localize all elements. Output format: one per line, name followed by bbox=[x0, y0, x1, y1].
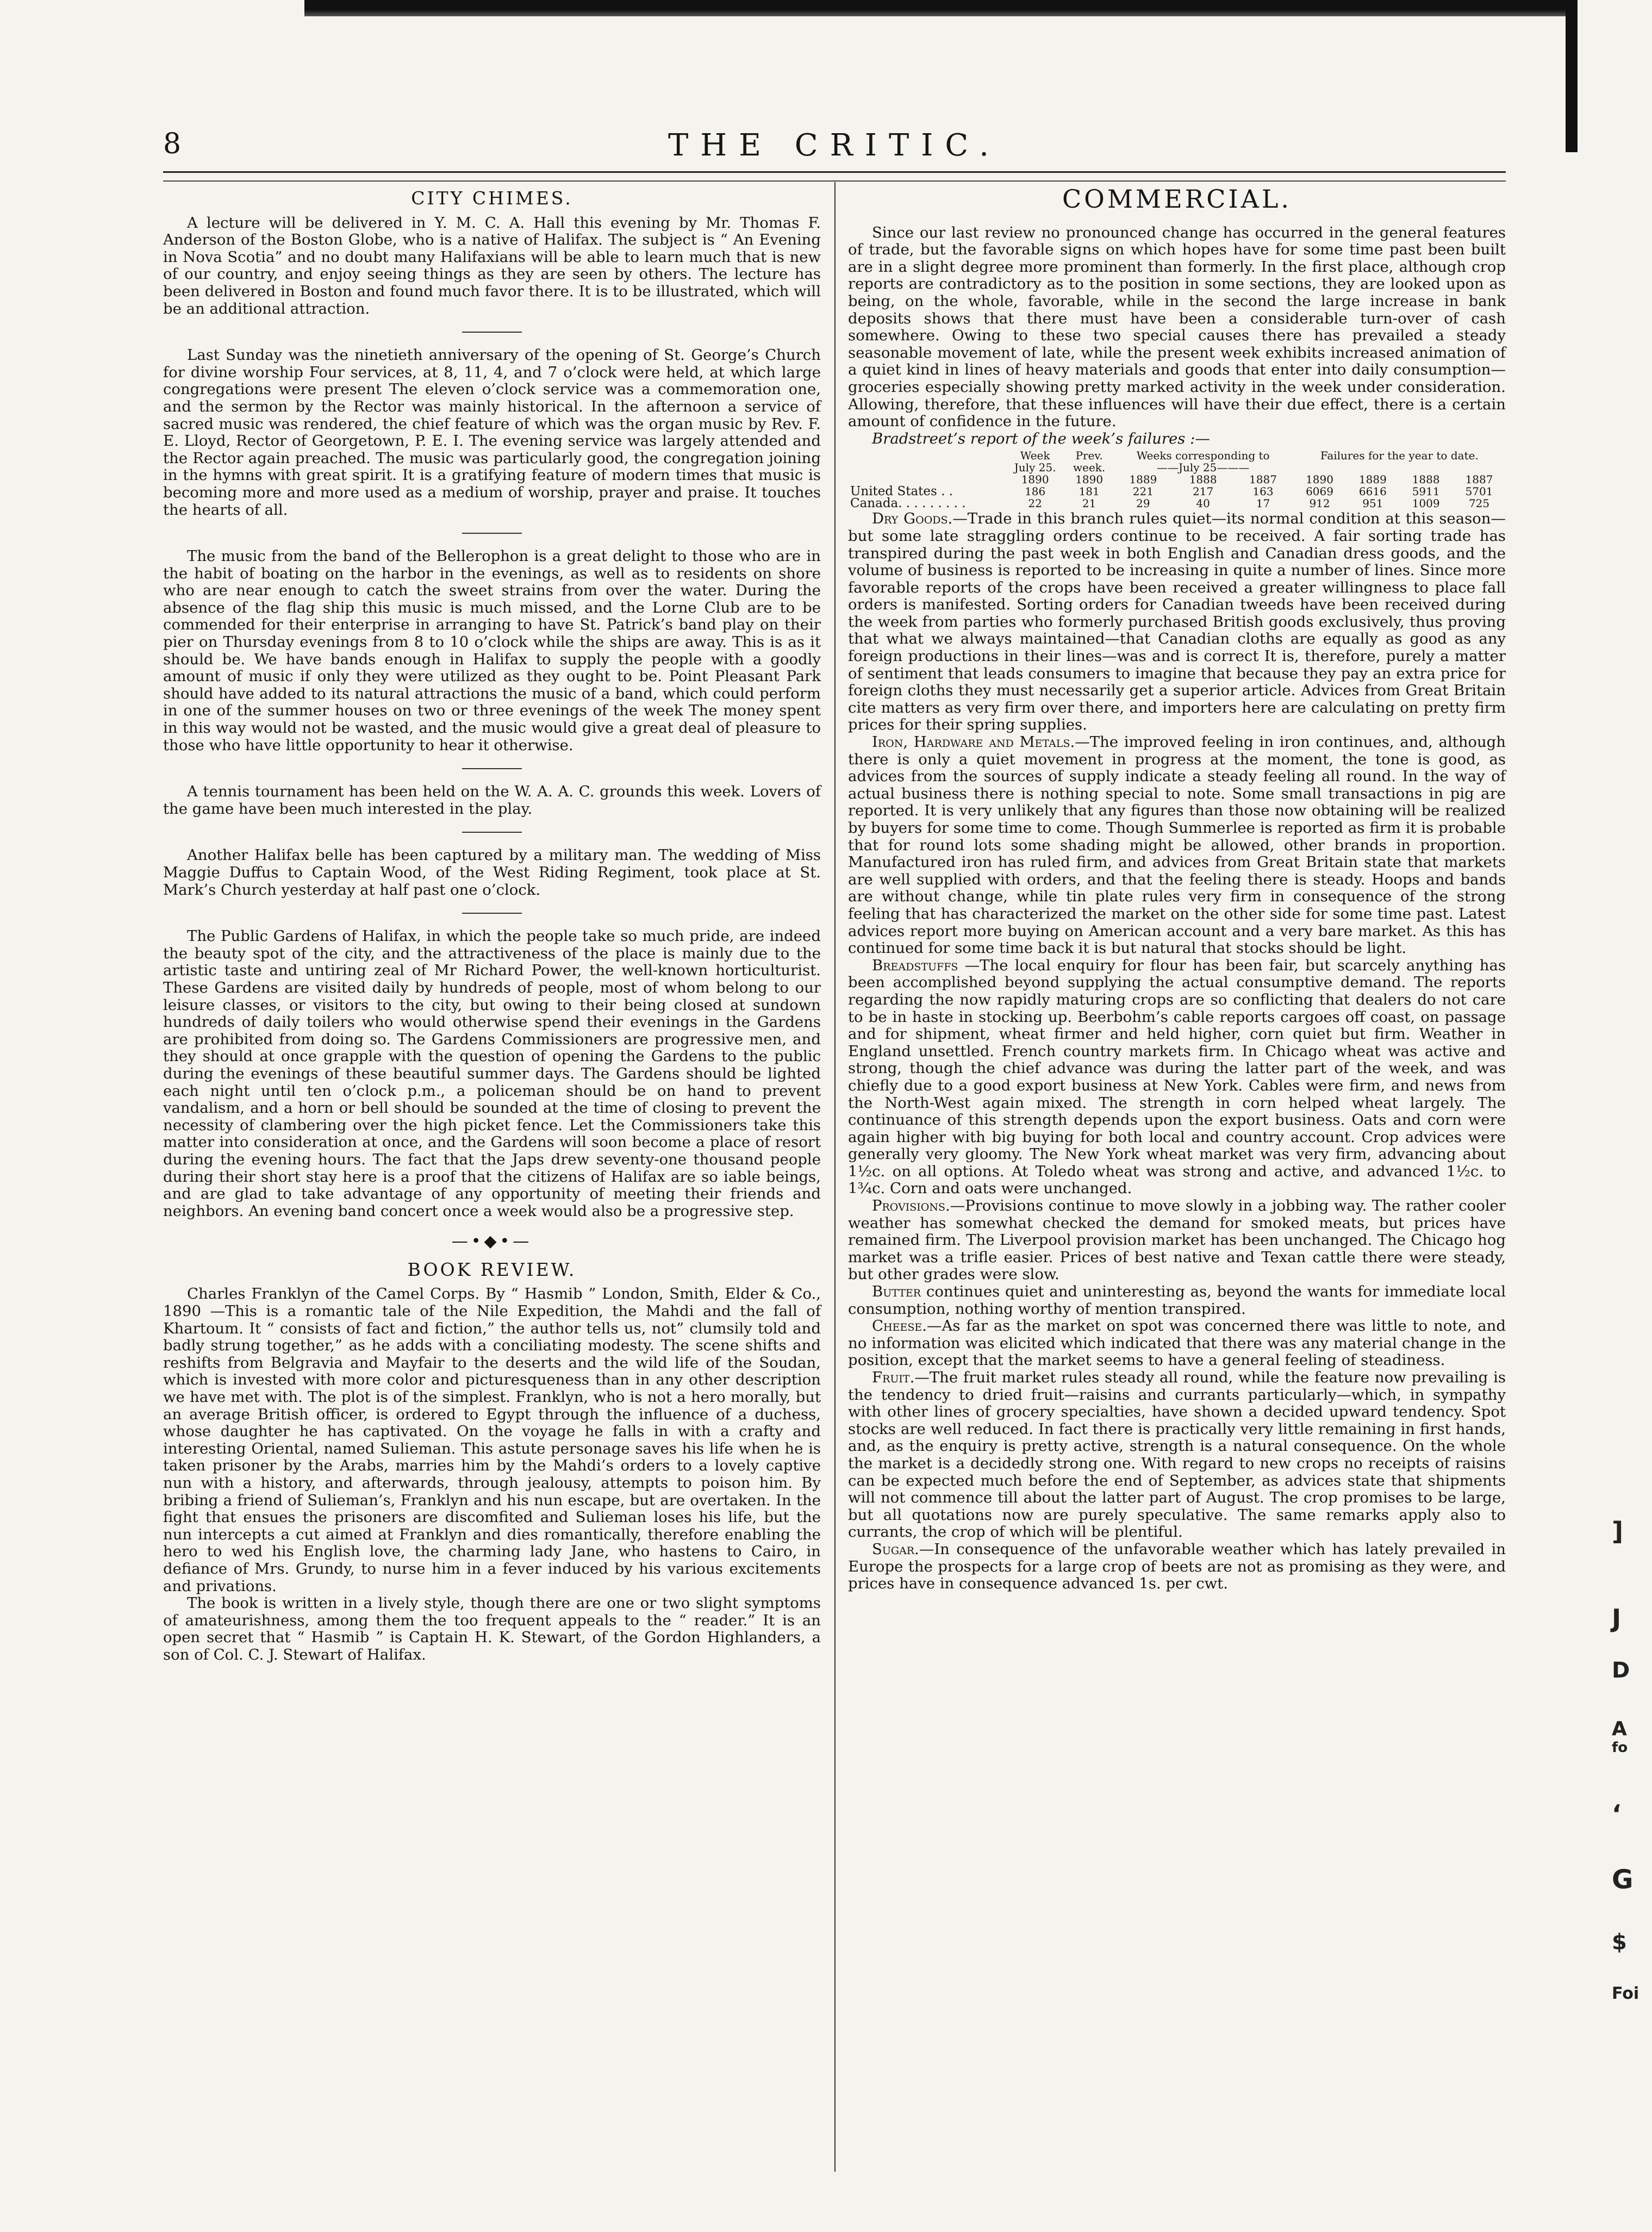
provisions-paragraph bbox=[848, 1198, 1506, 1283]
table-cell: 163 bbox=[1252, 485, 1274, 498]
table-header-cell: Week bbox=[1020, 449, 1050, 463]
city-chimes-paragraph-5: Another Halifax belle has been captured by a military man. The wedding of Miss Maggie Duffus to Captain Wood, of the West Riding Regiment, took place at St. Mark’s Church yesterday at half past one o’clock. bbox=[163, 846, 821, 899]
table-cell: 40 bbox=[1196, 497, 1210, 510]
table-year-cell: 1889 bbox=[1129, 473, 1157, 487]
cheese-text: —As far as the market on spot was concerned there was little to note, and no information was elicited which indicated that there was any material change in the position, except that the market seems to have a general feeling of steadiness. bbox=[848, 1317, 1506, 1369]
table-year-cell: 1889 bbox=[1358, 473, 1387, 487]
page-number: 8 bbox=[163, 128, 182, 160]
margin-bleed-fragments bbox=[1601, 1495, 1652, 2232]
table-cell: 6616 bbox=[1358, 485, 1387, 498]
provisions-text: —Provisions continue to move slowly in a jobbing way. The rather cooler weather has somewhat checked the demand for smoked meats, but prices have remained firm. The Liverpool provision market has been unchanged. The Chicago hog market was a trifle easier. Prices of best native and Texan cattle there were steady, but other grades were slow. bbox=[848, 1197, 1506, 1283]
section-separator bbox=[462, 768, 522, 769]
margin-fragment: A bbox=[1612, 1718, 1627, 1740]
sugar-text: —In consequence of the unfavorable weather which has lately prevailed in Europe the prospects for a large crop of beets are not as promising as they were, and prices have in consequence advanced 1s. per cwt. bbox=[848, 1540, 1506, 1593]
fruit-label: Fruit. bbox=[872, 1369, 915, 1386]
dry-goods-paragraph bbox=[848, 510, 1506, 734]
ornament-separator: —•◆•— bbox=[451, 1232, 533, 1251]
book-review-paragraph-2: The book is written in a lively style, though there are one or two slight symptoms of amateurishness, among them the too frequent appeals to the “ reader.” It is an open secret that “ Hasmib ” is Captain H. K. Stewart, of the Gordon Highlanders, a son of Col. C. J. Stewart of Halifax. bbox=[163, 1594, 821, 1663]
breadstuffs-paragraph bbox=[848, 957, 1506, 1198]
margin-fragment: J bbox=[1612, 1604, 1622, 1633]
top-edge-bar bbox=[304, 0, 1566, 16]
iron-label: Iron, Hardware and Metals. bbox=[872, 733, 1075, 751]
city-chimes-paragraph-4: A tennis tournament has been held on the W. A. A. C. grounds this week. Lovers of the game have been much interested in the play. bbox=[163, 783, 821, 818]
commercial-heading: COMMERCIAL. bbox=[1062, 184, 1292, 214]
table-year-cell: 1890 bbox=[1306, 473, 1333, 487]
table-cell: 6069 bbox=[1306, 485, 1333, 498]
margin-fragment: ‘ bbox=[1612, 1799, 1622, 1829]
table-row bbox=[848, 485, 1506, 497]
page-header bbox=[163, 128, 1506, 166]
table-year-cell: 1890 bbox=[1075, 473, 1104, 487]
table-row bbox=[848, 497, 1506, 509]
table-cell: 17 bbox=[1256, 497, 1270, 510]
dry-goods-text: —Trade in this branch rules quiet—its normal condition at this season—but some late straggling orders continue to be received. A fair sorting trade has transpired during the past week in both English and Canadian dress goods, and the volume of business is reported to be increasing in quite a number of lines. Since more favorable reports of the crops have been received a greater willingness to place fall orders is manifested. Sorting orders for Canadian tweeds have been received during the week from parties who formerly purchased British goods exclusively, thus proving that what we always maintained—that Canadian cloths are equally as good as any foreign productions in their lines—was and is correct It is, therefore, purely a matter of sentiment that leads consumers to imagine that because they pay an extra price for foreign cloths they must necessarily get a superior article. Advices from Great Britain cite matters as very firm over there, and importers here are calculating on pretty firm prices for their spring supplies. bbox=[848, 510, 1506, 734]
table-header-cell: Weeks corresponding to bbox=[1136, 449, 1270, 463]
table-years-row bbox=[848, 473, 1506, 485]
table-year-cell: 1890 bbox=[1021, 473, 1049, 487]
left-column bbox=[163, 188, 821, 1664]
table-year-cell: 1887 bbox=[1249, 473, 1277, 487]
table-cell: 22 bbox=[1028, 497, 1042, 510]
butter-label: Butter bbox=[872, 1283, 921, 1301]
table-header-row bbox=[848, 450, 1506, 462]
column-divider bbox=[834, 182, 836, 2172]
table-cell: 217 bbox=[1193, 485, 1214, 498]
table-year-cell: 1887 bbox=[1465, 473, 1493, 487]
book-review-heading: BOOK REVIEW. bbox=[407, 1258, 577, 1280]
provisions-label: Provisions. bbox=[872, 1197, 950, 1215]
butter-text: continues quiet and uninteresting as, beyond the wants for immediate local consumption, nothing worthy of mention transpired. bbox=[848, 1283, 1506, 1318]
breadstuffs-text: —The local enquiry for flour has been fair, but scarcely anything has been accomplished beyond supplying the actual consumptive demand. The reports regarding the now rapidly maturing crops are so conflicting that dealers do not care to be in haste in stocking up. Beerbohm’s cable reports cargoes off coast, on passage and for shipment, wheat firmer and held higher, corn quiet but firm. Weather in England unsettled. French country markets firm. In Chicago wheat was active and strong, though the chief advance was during the latter part of the week, and was chiefly due to a good export business at New York. Cables were firm, and news from the North-West again mixed. The strength in corn helped wheat largely. The continuance of this strength depends upon the export business. Oats and corn were again higher with big buying for both local and country account. Crop advices were generally very gloomy. The New York wheat market was very firm, advancing about 1½c. on all options. At Toledo wheat was strong and active, and advanced 1½c. to 1¾c. Corn and oats were unchanged. bbox=[848, 956, 1506, 1198]
breadstuffs-label: Breadstuffs bbox=[872, 956, 958, 974]
section-separator bbox=[462, 832, 522, 833]
table-year-cell: 1888 bbox=[1189, 473, 1217, 487]
table-header-row bbox=[848, 462, 1506, 473]
section-separator bbox=[462, 913, 522, 914]
margin-fragment: $ bbox=[1612, 1930, 1627, 1955]
city-chimes-heading: CITY CHIMES. bbox=[411, 188, 573, 209]
bradstreet-caption: Bradstreet’s report of the week’s failures :— bbox=[872, 429, 1210, 447]
table-cell: 912 bbox=[1309, 497, 1330, 510]
table-year-cell: 1888 bbox=[1412, 473, 1440, 487]
table-header-cell: July 25. bbox=[1014, 461, 1056, 475]
table-cell: 186 bbox=[1025, 485, 1046, 498]
butter-paragraph bbox=[848, 1283, 1506, 1318]
city-chimes-paragraph-1: A lecture will be delivered in Y. M. C. A. Hall this evening by Mr. Thomas F. Anderson of the Boston Globe, who is a native of Halifax. The subject is “ An Evening in Nova Scotia” and no doubt many Halifaxians will be able to learn much that is new of our country, and enjoy seeing things as they are seen by others. The lecture has been delivered in Boston and found much favor there. It is to be illustrated, which will be an additional attraction. bbox=[163, 214, 821, 317]
margin-fragment: ] bbox=[1612, 1517, 1624, 1546]
table-cell: 21 bbox=[1082, 497, 1096, 510]
masthead-title: THE CRITIC. bbox=[668, 128, 1001, 163]
margin-fragment: D bbox=[1612, 1658, 1630, 1683]
iron-paragraph bbox=[848, 734, 1506, 957]
city-chimes-paragraph-2: Last Sunday was the ninetieth anniversary of the opening of St. George’s Church for divine worship Four services, at 8, 11, 4, and 7 o’clock were held, at which large congregations were present The eleven o’clock service was a commemoration one, and the sermon by the Rector was mainly historical. In the afternoon a service of sacred music was rendered, the chief feature of which was the organ music by Rev. F. E. Lloyd, Rector of Georgetown, P. E. I. The evening service was largely attended and the Rector again preached. The music was particularly good, the congregation joining in the hymns with great spirit. It is a gratifying feature of modern times that music is becoming more and more used as a medium of worship, prayer and praise. It touches the hearts of all. bbox=[163, 346, 821, 519]
margin-fragment: G bbox=[1612, 1865, 1634, 1895]
section-separator bbox=[462, 332, 522, 333]
sugar-label: Sugar. bbox=[872, 1540, 919, 1558]
right-column bbox=[848, 184, 1506, 1593]
section-separator bbox=[462, 533, 522, 534]
table-cell: 29 bbox=[1136, 497, 1150, 510]
table-header-cell: week. bbox=[1073, 461, 1106, 475]
table-cell: 1009 bbox=[1412, 497, 1440, 510]
table-header-cell: Prev. bbox=[1075, 449, 1103, 463]
table-cell: 951 bbox=[1362, 497, 1383, 510]
table-cell: 221 bbox=[1132, 485, 1154, 498]
city-chimes-paragraph-6: The Public Gardens of Halifax, in which the people take so much pride, are indeed the beauty spot of the city, and the attractiveness of the place is mainly due to the artistic taste and untiring zeal of Mr Richard Power, the well-known horticulturist. These Gardens are visited daily by hundreds of people, most of whom belong to our leisure classes, or visitors to the city, but owing to their being closed at sundown hundreds of daily toilers who would otherwise spend their evenings in the Gardens are prohibited from doing so. The Gardens Commissioners are progressive men, and they should at once grapple with the question of opening the Gardens to the public during the evenings of these beautiful summer days. The Gardens should be lighted each night until ten o’clock p.m., a policeman should be on hand to prevent vandalism, and a horn or bell should be sounded at the time of closing to prevent the necessity of clambering over the high picket fence. Let the Commissioners take this matter into consideration at once, and the Gardens will soon become a place of resort during the evening hours. The fact that the Japs drew seventy-one thousand people during their short stay here is a proof that the citizens of Halifax are so iable beings, and are glad to take advantage of any opportunity of meeting their friends and neighbors. An evening band concert once a week would also be a progressive step. bbox=[163, 927, 821, 1220]
fruit-paragraph bbox=[848, 1369, 1506, 1541]
commercial-paragraph-1: Since our last review no pronounced change has occurred in the general features of trade, but the favorable signs on which hopes have for some time past been built are in a slight degree more prominent than formerly. In the first place, although crop reports are contradictory as to the position in some sections, they are looked upon as being, on the whole, favorable, while in the second the large increase in bank deposits shows that there must have been a considerable turn-over of cash somewhere. Owing to these two special causes there has prevailed a steady seasonable movement of late, while the present week exhibits increased animation of a quiet kind in lines of heavy materials and goods that enter into daily consumption—groceries especially showing pretty marked activity in the week under consideration. Allowing, therefore, that these influences will have their due effect, there is a certain amount of confidence in the future. bbox=[848, 223, 1506, 431]
fruit-text: —The fruit market rules steady all round, while the feature now prevailing is the tendency to dried fruit—raisins and currants particularly—which, in sympathy with other lines of grocery specialties, have shown a decided upward tendency. Spot stocks are well reduced. In fact there is practically very little remaining in first hands, and, as the enquiry is pretty active, strength is a natural consequence. On the whole the market is a decidedly strong one. With regard to new crops no receipts of raisins can be expected much before the end of September, as advices state that shipments will not commence till about the latter part of August. The crop promises to be large, but all quotations now are purely speculative. The same remarks apply also to currants, the crop of which will be plentiful. bbox=[848, 1369, 1506, 1541]
top-edge-bar-end bbox=[1566, 0, 1578, 152]
table-row-label: United States . . bbox=[850, 484, 953, 499]
table-row-label: Canada. . . . . . . . . bbox=[850, 496, 966, 511]
header-rule bbox=[163, 171, 1506, 182]
book-review-paragraph-1: Charles Franklyn of the Camel Corps. By “ Hasmib ” London, Smith, Elder & Co., 1890 —This is a romantic tale of the Nile Expedition, the Mahdi and the fall of Khartoum. It “ consists of fact and fiction,” the author tells us, not” clumsily told and badly strung together,” as he adds with a conciliating modesty. The scene shifts and reshifts from Belgravia and Mayfair to the deserts and the wild life of the Soudan, which is invested with more color and picturesqueness than in any other description we have met with. The plot is of the simplest. Franklyn, who is not a hero morally, but an average British officer, is ordered to Egypt through the influence of a duchess, whose daughter he has captivated. On the voyage he falls in with a crafty and interesting Oriental, named Sulieman. This astute personage saves his life when he is taken prisoner by the Arabs, marries him by the Mahdi’s orders to a lovely captive nun with a history, and afterwards, through jealousy, attempts to poison him. By bribing a friend of Sulieman’s, Franklyn and his nun escape, but are overtaken. In the fight that ensues the prisoners are discomfited and Sulieman loses his life, but the nun intercepts a cut aimed at Franklyn and dies romantically, therefore enabling the hero to wed his English love, the charming lady Jane, who hastens to Cairo, in defiance of Mrs. Grundy, to nurse him in a fever induced by his various excitements and privations. bbox=[163, 1285, 821, 1595]
cheese-label: Cheese. bbox=[872, 1317, 927, 1335]
table-header-cell: ——July 25——— bbox=[1156, 461, 1250, 475]
table-cell: 5701 bbox=[1465, 485, 1493, 498]
margin-fragment: fo bbox=[1612, 1740, 1628, 1756]
margin-fragment: Foi bbox=[1612, 1984, 1639, 2003]
table-cell: 181 bbox=[1079, 485, 1100, 498]
city-chimes-paragraph-3: The music from the band of the Bellerophon is a great delight to those who are in the habit of boating on the harbor in the evenings, as well as to residents on shore who are near enough to catch the sweet strains from over the water. During the absence of the flag ship this music is much missed, and the Lorne Club are to be commended for their enterprise in arranging to have St. Patrick’s band play on their pier on Thursday evenings from 8 to 10 o’clock while the ships are away. This is as it should be. We have bands enough in Halifax to supply the people with a goodly amount of music if only they were utilized as they ought to be. Point Pleasant Park should have added to its natural attractions the music of a band, which could perform in one of the summer houses on two or three evenings of the week The money spent in this way would not be wasted, and the music would give a great deal of pleasure to those who have little opportunity to hear it otherwise. bbox=[163, 547, 821, 754]
iron-text: —The improved feeling in iron continues, and, although there is only a quiet movement in progress at the moment, the tone is good, as advices from the sources of supply indicate a steady feeling all round. In the way of actual business there is nothing special to note. Some small transactions in pig are reported. It is very unlikely that any figures than those now obtaining will be realized by buyers for some time to come. Though Summerlee is reported as firm it is probable that for round lots some shading might be allowed, other brands in proportion. Manufactured iron has ruled firm, and advices from Great Britain state that markets are well supplied with orders, and that the feeling there is steady. Hoops and bands are without change, while tin plate rules very firm in consequence of the strong feeling that has characterized the market on the other side for some time past. Latest advices report more buying on American account and a very bare market. As this has continued for some time back it is but natural that stocks should be light. bbox=[848, 733, 1506, 957]
table-header-cell: Failures for the year to date. bbox=[1320, 449, 1479, 463]
table-cell: 725 bbox=[1468, 497, 1490, 510]
cheese-paragraph bbox=[848, 1318, 1506, 1369]
failures-table bbox=[848, 450, 1506, 509]
table-cell: 5911 bbox=[1412, 485, 1440, 498]
dry-goods-label: Dry Goods. bbox=[872, 510, 953, 528]
sugar-paragraph bbox=[848, 1541, 1506, 1593]
